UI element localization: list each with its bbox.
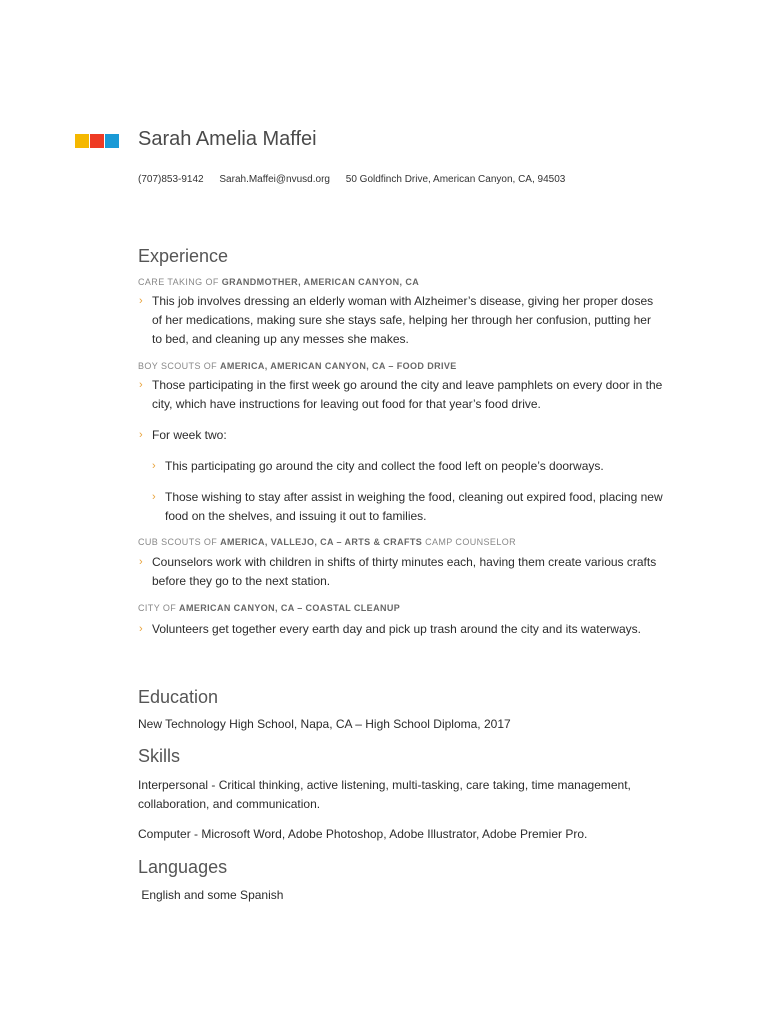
languages-text: English and some Spanish (138, 888, 284, 902)
logo-blocks (75, 134, 119, 148)
job-title (138, 537, 516, 547)
bullet-text: For week two: (152, 428, 227, 442)
bullet-item (138, 292, 663, 349)
skills-interpersonal: Interpersonal - Critical thinking, active listening, multi-tasking, care taking, time management, collaboration, and communication. (138, 778, 631, 811)
job-title-bold: AMERICA, VALLEJO, CA – ARTS & CRAFTS (220, 537, 423, 547)
bullet-text: Those wishing to stay after assist in weighing the food, cleaning out expired food, placing new food on the shelves, and issuing it out to families. (165, 490, 663, 523)
contact-phone: (707)853-9142 (138, 174, 204, 185)
logo-yellow-block (75, 134, 89, 148)
experience-heading: Experience (138, 246, 229, 266)
bullet-item (138, 426, 663, 445)
bullet-icon: › (139, 295, 143, 307)
education-text: New Technology High School, Napa, CA – High School Diploma, 2017 (138, 717, 511, 731)
logo-red-block (90, 134, 104, 148)
job-title-pre: CUB SCOUTS OF (138, 537, 221, 547)
job-title (138, 277, 419, 287)
bullet-icon: › (152, 460, 156, 472)
job-title-pre: CARE TAKING OF (138, 277, 222, 287)
bullet-icon: › (152, 491, 156, 503)
languages-heading: Languages (138, 857, 228, 877)
bullet-item (138, 620, 663, 639)
bullet-text: Those participating in the first week go around the city and leave pamphlets on every door in the city, which have instructions for leaving out food for that year’s food drive. (152, 378, 663, 411)
logo-blue-block (105, 134, 119, 148)
bullet-text: This participating go around the city and collect the food left on people’s doorways. (165, 459, 604, 473)
skills-computer: Computer - Microsoft Word, Adobe Photoshop, Adobe Illustrator, Adobe Premier Pro. (138, 827, 588, 841)
education-heading: Education (138, 687, 219, 707)
sub-bullet-item (151, 457, 663, 476)
job-title-bold: GRANDMOTHER, AMERICAN CANYON, CA (221, 277, 420, 287)
sub-bullet-item (151, 488, 663, 526)
skills-heading: Skills (138, 746, 181, 766)
bullet-item (138, 553, 663, 591)
job-title-pre: CITY OF (138, 603, 180, 613)
bullet-icon: › (139, 379, 143, 391)
bullet-icon: › (139, 429, 143, 441)
bullet-icon: › (139, 623, 143, 635)
bullet-text: Volunteers get together every earth day and pick up trash around the city and its waterways. (152, 622, 641, 636)
job-title-post: CAMP COUNSELOR (422, 537, 517, 547)
resume-name: Sarah Amelia Maffei (138, 128, 317, 150)
job-title (138, 361, 457, 371)
job-title-pre: BOY SCOUTS OF (138, 361, 220, 371)
job-title-bold: AMERICAN CANYON, CA – COASTAL CLEANUP (179, 603, 401, 613)
contact-address: 50 Goldfinch Drive, American Canyon, CA, 94503 (345, 174, 566, 185)
bullet-text: Counselors work with children in shifts of thirty minutes each, having them create various crafts before they go to the next station. (152, 555, 657, 588)
bullet-item (138, 376, 663, 414)
job-title (138, 603, 400, 613)
bullet-text: This job involves dressing an elderly woman with Alzheimer’s disease, giving her proper doses of her medications, making sure she stays safe, helping her through her confusion, putting her to bed, and cleaning up any messes she makes. (152, 294, 654, 346)
contact-line (138, 174, 578, 185)
bullet-icon: › (139, 556, 143, 568)
job-title-bold: AMERICA, AMERICAN CANYON, CA – FOOD DRIVE (219, 361, 457, 371)
contact-email: Sarah.Maffei@nvusd.org (219, 174, 330, 185)
